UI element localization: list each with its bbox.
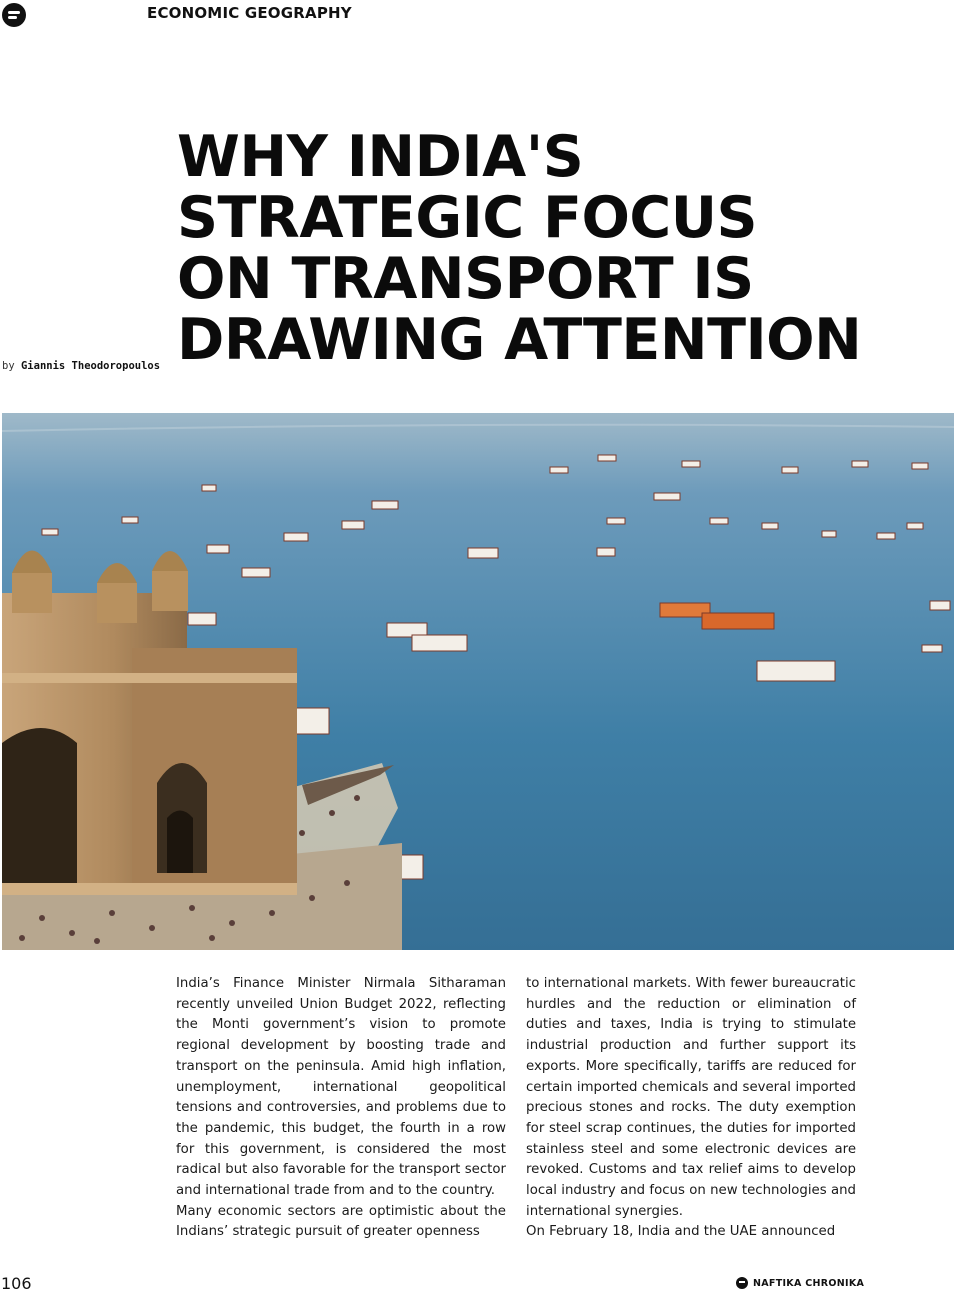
byline-prefix: by: [2, 360, 15, 372]
publication-logo-icon: [2, 3, 26, 27]
section-label: ECONOMIC GEOGRAPHY: [147, 4, 352, 22]
article-column-1: [176, 974, 506, 1243]
article-column-2: [526, 974, 856, 1243]
article-title: WHY INDIA'S STRATEGIC FOCUS ON TRANSPORT IS DRAWING ATTENTION: [177, 124, 862, 373]
author-name: Giannis Theodoropoulos: [20, 360, 161, 372]
paragraph: India’s Finance Minister Nirmala Sitharaman recently unveiled Union Budget 2022, reflecting the Monti government’s vision to promote regional development by boosting trade and transport on the peninsula. Amid high inflation, unemployment, international geopolitical tensions and controversies, and problems due to the pandemic, this budget, the fourth in a row for this government, is considered the most radical but also favorable for the transport sector and international trade from and to the country.: [176, 976, 506, 1199]
harbor-photo-illustration: [2, 413, 954, 950]
footer-brand: [736, 1276, 864, 1290]
paragraph: Many economic sectors are optimistic about the Indians’ strategic pursuit of greater openness: [176, 1203, 506, 1240]
paragraph: to international markets. With fewer bureaucratic hurdles and the reduction or elimination of duties and taxes, India is trying to stimulate industrial production and further support its exports. More specifically, tariffs are reduced for certain imported chemicals and several imported precious stones and rocks. The duty exemption for steel scrap continues, the duties for imported stainless steel and some electronic devices are revoked. Customs and tax relief aims to develop local industry and focus on new technologies and international synergies.: [526, 976, 856, 1219]
publication-name: NAFTIKA CHRONIKA: [753, 1277, 865, 1289]
publication-logo-icon: [736, 1277, 748, 1289]
gateway-of-india-harbor-photo: [2, 413, 954, 950]
page-number: 106: [1, 1274, 32, 1293]
paragraph: On February 18, India and the UAE announced: [526, 1224, 836, 1240]
byline: [2, 360, 160, 372]
